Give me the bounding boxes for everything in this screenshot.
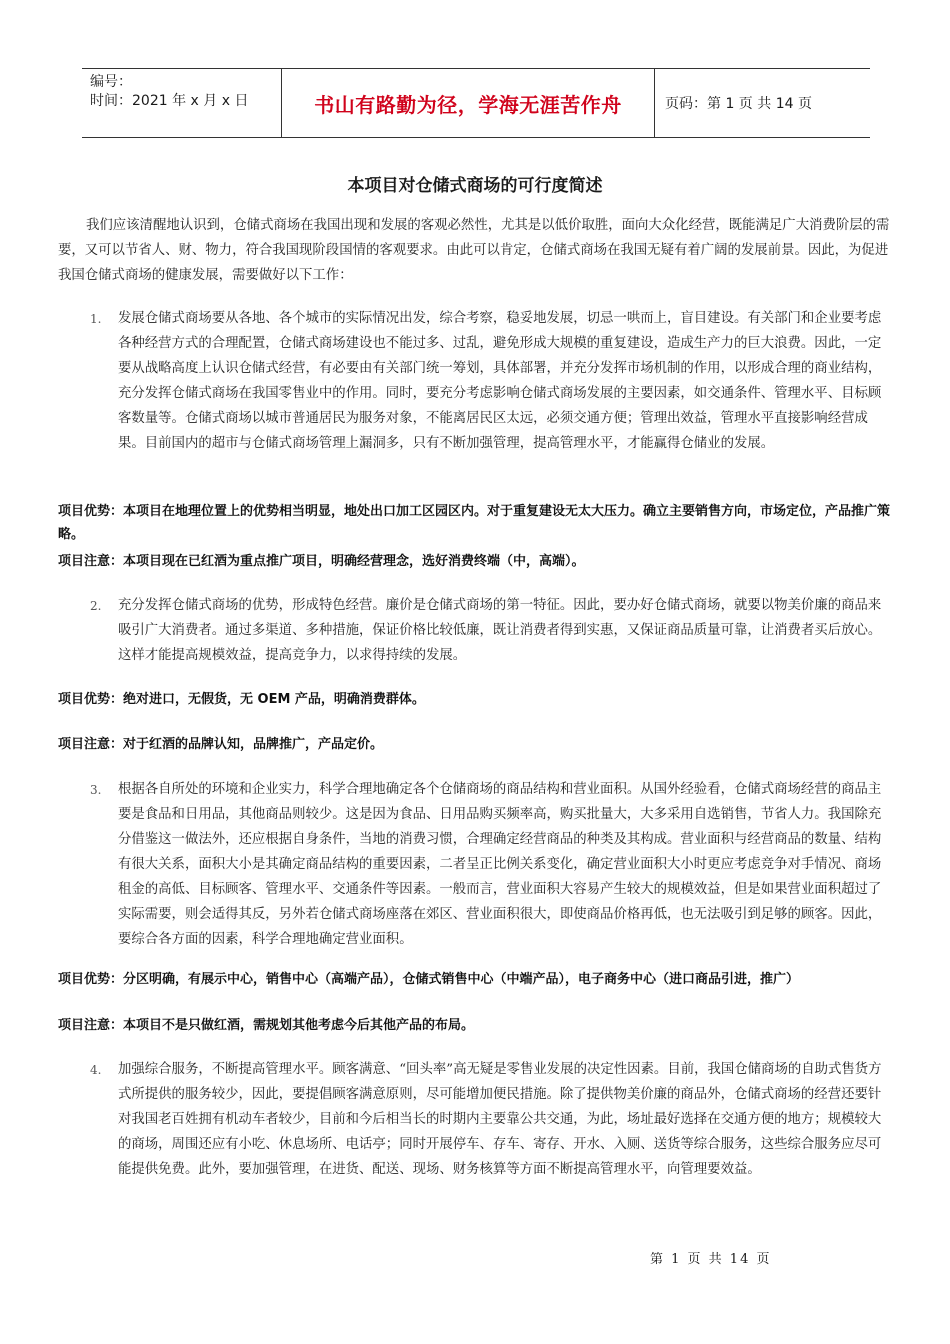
page-info: 页码：第 1 页 共 14 页: [665, 96, 812, 112]
item-paragraph-3: 根据各自所处的环境和企业实力，科学合理地确定各个仓储商场的商品结构和营业面积。从国外经验看，仓储式商场经营的商品主要是食品和日用品，其他商品则较少。这是因为食品、日用品购买频率高，购买批量大，大多采用自选销售，节省人力。我国除充分借鉴这一做法外，还应根据自身条件，当地的消费习惯，合理确定经营商品的种类及其构成。营业面积与经营商品的数量、结构有很大关系，面积大小是其确定商品结构的重要因素，二者呈正比例关系变化，确定营业面积大小时更应考虑竞争对手情况、商场租金的高低、目标顾客、管理水平、交通条件等因素。一般而言，营业面积大容易产生较大的规模效益，但是如果营业面积超过了实际需要，则会适得其反，另外若仓储式商场座落在郊区、营业面积很大，即使商品价格再低，也无法吸引到足够的顾客。因此，要综合各方面的因素，科学合理地确定营业面积。: [118, 782, 882, 947]
item-number-1: 1.: [90, 312, 102, 326]
number-label: 编号：: [90, 74, 132, 90]
page-footer: 第 1 页 共 14 页: [650, 1252, 772, 1267]
advantage-note-1: 项目优势：本项目在地理位置上的优势相当明显，地处出口加工区园区内。对于重复建设无太大压力。确立主要销售方向，市场定位，产品推广策略。: [58, 504, 891, 542]
caution-note-1: 项目注意：本项目现在已红酒为重点推广项目，明确经营理念，选好消费终端（中，高端）。: [58, 554, 585, 569]
intro-paragraph: 我们应该清醒地认识到，仓储式商场在我国出现和发展的客观必然性，尤其是以低价取胜，面向大众化经营，既能满足广大消费阶层的需要，又可以节省人、财、物力，符合我国现阶段国情的客观要求。由此可以肯定，仓储式商场在我国无疑有着广阔的发展前景。因此，为促进我国仓储式商场的健康发展，需要做好以下工作：: [58, 218, 890, 283]
item-paragraph-1: 发展仓储式商场要从各地、各个城市的实际情况出发，综合考察，稳妥地发展，切忌一哄而上，盲目建设。有关部门和企业要考虑各种经营方式的合理配置，仓储式商场建设也不能过多、过乱，避免形成大规模的重复建设，造成生产力的巨大浪费。因此，一定要从战略高度上认识仓储式经营，有必要由有关部门统一筹划，具体部署，并充分发挥市场机制的作用，以形成合理的商业结构，充分发挥仓储式商场在我国零售业中的作用。同时，要充分考虑影响仓储式商场发展的主要因素，如交通条件、管理水平、目标顾客数量等。仓储式商场以城市普通居民为服务对象，不能离居民区太远，必须交通方便；管理出效益，管理水平直接影响经营成果。目前国内的超市与仓储式商场管理上漏洞多，只有不断加强管理，提高管理水平，才能赢得仓储业的发展。: [118, 311, 882, 451]
advantage-note-3: 项目优势：分区明确，有展示中心，销售中心（高端产品），仓储式销售中心（中端产品），电子商务中心（进口商品引进，推广）: [58, 972, 800, 987]
item-paragraph-4: 加强综合服务，不断提高管理水平。顾客满意、“回头率”高无疑是零售业发展的决定性因素。目前，我国仓储商场的自助式售货方式所提供的服务较少，因此，要提倡顾客满意原则，尽可能增加便民措施。除了提供物美价廉的商品外，仓储式商场的经营还要针对我国老百姓拥有机动车者较少，目前和今后相当长的时期内主要靠公共交通，为此，场址最好选择在交通方便的地方；规模较大的商场，周围还应有小吃、休息场所、电话亭；同时开展停车、存车、寄存、开水、入厕、送货等综合服务，这些综合服务应尽可能提供免费。此外，要加强管理，在进货、配送、现场、财务核算等方面不断提高管理水平，向管理要效益。: [118, 1062, 882, 1177]
caution-note-2: 项目注意：对于红酒的品牌认知，品牌推广，产品定价。: [58, 737, 384, 752]
time-label: 时间：2021 年 x 月 x 日: [90, 93, 249, 109]
item-paragraph-2: 充分发挥仓储式商场的优势，形成特色经营。廉价是仓储式商场的第一特征。因此，要办好仓储式商场，就要以物美价廉的商品来吸引广大消费者。通过多渠道、多种措施，保证价格比较低廉，既让消费者得到实惠，又保证商品质量可靠，让消费者买后放心。这样才能提高规模效益，提高竞争力，以求得持续的发展。: [118, 598, 882, 663]
item-number-4: 4.: [90, 1063, 102, 1077]
item-number-3: 3.: [90, 783, 102, 797]
caution-note-3: 项目注意：本项目不是只做红酒，需规划其他考虑今后其他产品的布局。: [58, 1018, 475, 1033]
document-title: 本项目对仓储式商场的可行度简述: [347, 176, 603, 196]
motto: 书山有路勤为径，学海无涯苦作舟: [282, 69, 655, 137]
header-left-cell: [82, 69, 282, 137]
advantage-note-2: 项目优势：绝对进口，无假货，无 OEM 产品，明确消费群体。: [58, 692, 425, 707]
header-table: [82, 68, 870, 138]
item-number-2: 2.: [90, 599, 102, 613]
